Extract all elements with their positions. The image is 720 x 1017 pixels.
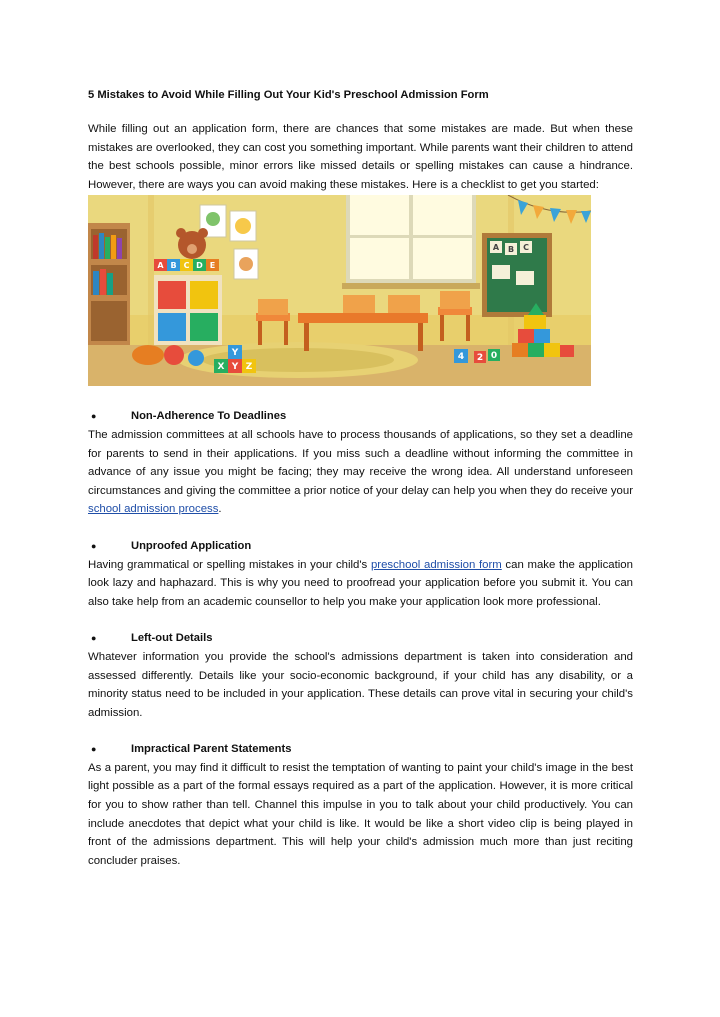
- svg-text:0: 0: [490, 351, 498, 362]
- checklist-heading: [88, 629, 633, 648]
- bullet-icon: ●: [91, 411, 97, 422]
- intro-paragraph: While filling out an application form, there are chances that some mistakes are made. But when these mistakes are overlooked, they can cost you something important. While parents want their children to attend the best schools possible, minor errors like missed details or spelling mistakes can cause a hindrance. However, there are ways you can avoid making these mistakes. Here is a checklist to get you started:: [88, 123, 633, 191]
- checklist-item: [88, 537, 633, 611]
- svg-text:D: D: [196, 261, 203, 271]
- svg-text:4: 4: [457, 352, 465, 363]
- checklist-paragraph: Whatever information you provide the school's admissions department is taken into consideration and assessed differently. Details like your socio-economic background, if your child has any disability, or a minority status need to be included in your application. These details can prove vital in securing your child's admission.: [88, 650, 633, 719]
- svg-text:Z: Z: [245, 362, 253, 373]
- svg-text:C: C: [183, 261, 190, 271]
- checklist-paragraph: Having grammatical or spelling mistakes in your child's preschool admission form can make the application look lazy and haphazard. This is why you need to proofread your application before you submit it. You can also take help from an academic counsellor to help you make your application look more professional.: [88, 558, 633, 608]
- svg-text:2: 2: [476, 353, 484, 364]
- checklist-item: [88, 740, 633, 870]
- heading-text: Unproofed Application: [131, 539, 252, 552]
- document-title: 5 Mistakes to Avoid While Filling Out Your Kid's Preschool Admission Form: [88, 89, 489, 101]
- checklist-item: [88, 629, 633, 722]
- heading-text: Left-out Details: [131, 632, 213, 645]
- svg-text:E: E: [209, 261, 216, 271]
- svg-text:A: A: [157, 261, 164, 271]
- bullet-icon: ●: [91, 633, 97, 644]
- checklist-paragraph: As a parent, you may find it difficult to resist the temptation of wanting to paint your child's image in the best light possible as a part of the formal essays required as a part of the application. However, it is more critical for you to show rather than tell. Channel this impulse in you to talk about your child productively. You can include anecdotes that depict what your child is like. It would be like a short video clip is being played in front of the admissions department. This will help your child's admission much more than just reciting concluder praises.: [88, 761, 633, 867]
- checklist-heading: [88, 740, 633, 759]
- bullet-icon: ●: [91, 744, 97, 755]
- svg-text:Y: Y: [231, 362, 239, 373]
- card-c: C: [523, 243, 529, 253]
- checklist-paragraph: The admission committees at all schools have to process thousands of applications, so they set a deadline for parents to send in their applications. If you miss such a deadline without informing the committee in advance of any issue you might be facing; they may receive the wrong idea. All understand unforeseen circumstances and giving the committee a prior notice of your delay can help you when they do receive your school admission process.: [88, 428, 633, 516]
- checklist-item: [88, 407, 633, 519]
- document-page: [88, 86, 633, 870]
- card-b: B: [507, 245, 515, 255]
- checklist-heading: [88, 407, 633, 426]
- inline-link[interactable]: preschool admission form: [370, 558, 502, 571]
- svg-text:X: X: [217, 362, 225, 373]
- svg-text:Y: Y: [231, 348, 239, 359]
- checklist-heading: [88, 537, 633, 556]
- heading-text: Non-Adherence To Deadlines: [131, 410, 287, 423]
- svg-text:B: B: [170, 261, 177, 271]
- card-a: A: [492, 243, 500, 253]
- classroom-illustration: [88, 195, 591, 386]
- bullet-icon: ●: [91, 540, 97, 551]
- checklist: [88, 407, 633, 870]
- heading-text: Impractical Parent Statements: [131, 743, 292, 756]
- inline-link[interactable]: school admission process: [88, 503, 219, 516]
